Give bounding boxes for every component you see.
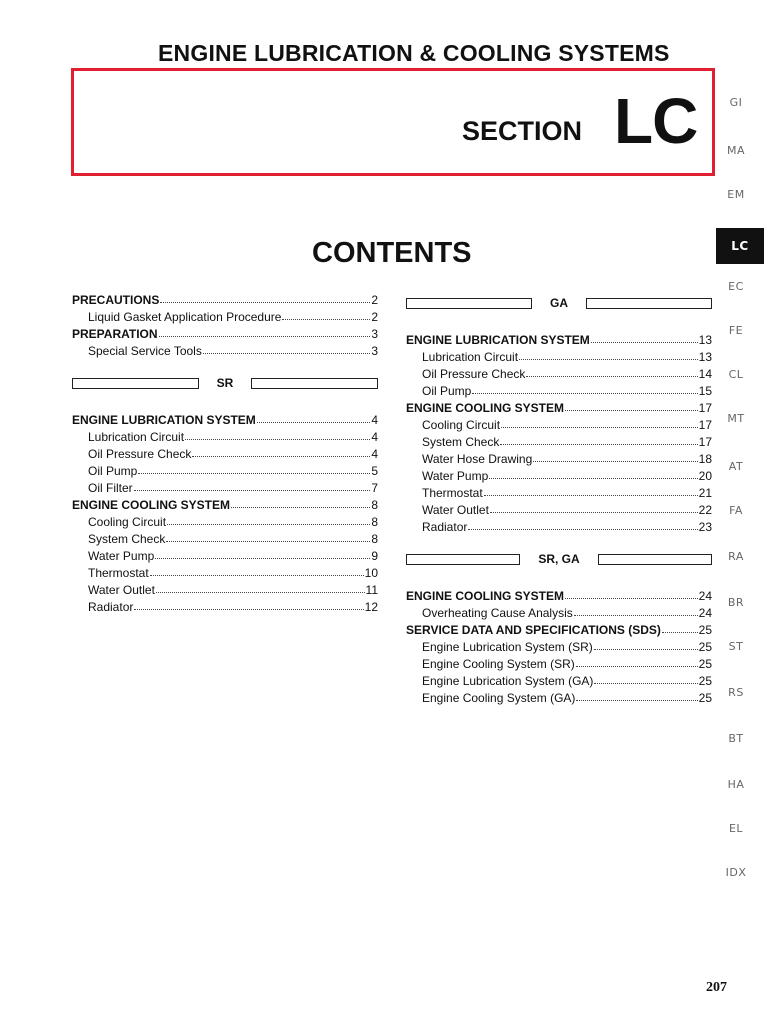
toc-entry-title: System Check <box>422 435 500 449</box>
left-top-entries <box>72 292 378 360</box>
dot-leader <box>282 309 370 320</box>
toc-entry <box>72 326 378 343</box>
dot-leader <box>138 463 370 474</box>
toc-entry-title: Water Pump <box>422 469 489 483</box>
dot-leader <box>185 429 370 440</box>
toc-entry <box>406 451 712 468</box>
dot-leader <box>166 531 370 542</box>
toc-entry-title: Water Outlet <box>88 583 155 597</box>
dot-leader <box>134 480 371 491</box>
page-number: 207 <box>706 980 727 995</box>
dot-leader <box>155 548 370 559</box>
toc-entry <box>72 582 378 599</box>
toc-entry <box>406 690 712 707</box>
toc-entry-page: 8 <box>371 498 378 512</box>
toc-entry <box>406 519 712 536</box>
divider-bar-left <box>406 298 532 309</box>
section-label: SECTION <box>462 116 583 146</box>
toc-entry-title: Cooling Circuit <box>88 515 167 529</box>
toc-entry-page: 3 <box>371 327 378 341</box>
toc-entry-title: Oil Filter <box>88 481 133 495</box>
divider-label: SR, GA <box>538 552 580 566</box>
toc-entry-title: SERVICE DATA AND SPECIFICATIONS (SDS) <box>406 623 661 637</box>
toc-entry <box>406 366 712 383</box>
toc-entry-page: 12 <box>364 600 378 614</box>
toc-entry-title: Lubrication Circuit <box>88 430 185 444</box>
toc-entry <box>72 599 378 616</box>
toc-entry <box>72 480 378 497</box>
divider-bar-right <box>251 378 378 389</box>
toc-entry-title: System Check <box>88 532 166 546</box>
toc-entry-title: Radiator <box>88 600 134 614</box>
toc-entry-page: 20 <box>698 469 712 483</box>
toc-entry-page: 7 <box>371 481 378 495</box>
right-ga-entries <box>406 332 712 536</box>
toc-entry <box>406 383 712 400</box>
toc-entry <box>406 434 712 451</box>
toc-entry-title: ENGINE LUBRICATION SYSTEM <box>72 413 256 427</box>
right-sr-ga-entries <box>406 588 712 707</box>
toc-entry-title: Thermostat <box>422 486 483 500</box>
toc-entry-page: 14 <box>698 367 712 381</box>
dot-leader <box>533 451 697 462</box>
toc-entry-title: Oil Pump <box>88 464 138 478</box>
toc-entry-title: ENGINE COOLING SYSTEM <box>406 589 565 603</box>
dot-leader <box>159 326 371 337</box>
contents-left-column <box>72 292 378 616</box>
toc-entry <box>406 622 712 639</box>
dot-leader <box>468 519 697 530</box>
toc-entry-title: ENGINE LUBRICATION SYSTEM <box>406 333 590 347</box>
dot-leader <box>526 366 697 377</box>
dot-leader <box>134 599 363 610</box>
toc-entry <box>72 412 378 429</box>
toc-entry-page: 24 <box>698 589 712 603</box>
toc-entry <box>72 343 378 360</box>
toc-entry-page: 23 <box>698 520 712 534</box>
index-tab-br[interactable]: BR <box>727 596 745 609</box>
index-tab-st[interactable]: ST <box>728 640 744 653</box>
dot-leader <box>257 412 371 423</box>
toc-entry-title: Water Pump <box>88 549 155 563</box>
toc-entry-title: Oil Pressure Check <box>422 367 526 381</box>
toc-entry <box>406 332 712 349</box>
toc-entry <box>406 485 712 502</box>
toc-entry-page: 25 <box>698 623 712 637</box>
dot-leader <box>662 622 698 633</box>
index-tab-fa[interactable]: FA <box>729 504 743 517</box>
dot-leader <box>565 400 698 411</box>
toc-entry-title: Liquid Gasket Application Procedure <box>88 310 282 324</box>
toc-entry-page: 25 <box>698 640 712 654</box>
toc-entry-page: 17 <box>698 401 712 415</box>
toc-entry-page: 9 <box>371 549 378 563</box>
toc-entry <box>406 656 712 673</box>
toc-entry <box>72 531 378 548</box>
toc-entry-page: 13 <box>698 333 712 347</box>
dot-leader <box>501 417 698 428</box>
toc-entry-page: 15 <box>698 384 712 398</box>
index-tab-ec[interactable]: EC <box>728 280 744 293</box>
engine-divider-sr <box>72 374 378 392</box>
index-tab-el[interactable]: EL <box>728 822 744 835</box>
index-tab-cl[interactable]: CL <box>728 368 744 381</box>
toc-entry-title: Oil Pump <box>422 384 472 398</box>
toc-entry-page: 2 <box>371 310 378 324</box>
toc-entry <box>406 639 712 656</box>
dot-leader <box>576 690 697 701</box>
index-tab-bt[interactable]: BT <box>728 732 744 745</box>
toc-entry <box>72 565 378 582</box>
toc-entry-page: 21 <box>698 486 712 500</box>
toc-entry <box>72 429 378 446</box>
index-tab-lc[interactable]: LC <box>716 228 764 264</box>
toc-entry-page: 5 <box>371 464 378 478</box>
toc-entry <box>406 502 712 519</box>
toc-entry-title: Special Service Tools <box>88 344 202 358</box>
toc-entry <box>72 446 378 463</box>
dot-leader <box>500 434 697 445</box>
dot-leader <box>472 383 697 394</box>
toc-entry <box>406 400 712 417</box>
toc-entry <box>406 417 712 434</box>
toc-entry-page: 18 <box>698 452 712 466</box>
toc-entry-page: 4 <box>371 447 378 461</box>
toc-entry-page: 2 <box>371 293 378 307</box>
toc-entry <box>72 292 378 309</box>
dot-leader <box>574 605 698 616</box>
dot-leader <box>490 502 698 513</box>
index-tab-em[interactable]: EM <box>727 188 745 201</box>
toc-entry <box>72 514 378 531</box>
toc-entry-page: 17 <box>698 435 712 449</box>
toc-entry <box>406 468 712 485</box>
dot-leader <box>156 582 365 593</box>
divider-bar-left <box>72 378 199 389</box>
toc-entry <box>72 497 378 514</box>
engine-divider-ga <box>406 294 712 312</box>
section-code: LC <box>614 85 698 157</box>
toc-entry <box>406 349 712 366</box>
dot-leader <box>576 656 698 667</box>
dot-leader <box>565 588 698 599</box>
contents-heading: CONTENTS <box>312 237 472 269</box>
divider-label: SR <box>216 376 234 390</box>
toc-entry-page: 8 <box>371 532 378 546</box>
toc-entry-title: Engine Cooling System (SR) <box>422 657 575 671</box>
index-tab-fe[interactable]: FE <box>728 324 744 337</box>
toc-entry <box>406 588 712 605</box>
toc-entry <box>406 673 712 690</box>
divider-bar-right <box>586 298 712 309</box>
index-tab-at[interactable]: AT <box>728 460 744 473</box>
toc-entry-page: 11 <box>365 583 378 597</box>
index-tab-gi[interactable]: GI <box>729 96 743 109</box>
index-tab-idx[interactable]: IDX <box>725 866 747 879</box>
index-tab-mt[interactable]: MT <box>727 412 745 425</box>
toc-entry-title: PRECAUTIONS <box>72 293 160 307</box>
toc-entry <box>406 605 712 622</box>
dot-leader <box>167 514 370 525</box>
toc-entry-title: Engine Cooling System (GA) <box>422 691 576 705</box>
toc-entry-page: 8 <box>371 515 378 529</box>
index-tab-ra[interactable]: RA <box>728 550 744 563</box>
toc-entry-page: 3 <box>371 344 378 358</box>
dot-leader <box>150 565 364 576</box>
toc-entry-title: Radiator <box>422 520 468 534</box>
dot-leader <box>519 349 698 360</box>
dot-leader <box>160 292 370 303</box>
toc-entry-title: ENGINE COOLING SYSTEM <box>406 401 565 415</box>
toc-entry-page: 25 <box>698 674 712 688</box>
divider-bar-left <box>406 554 520 565</box>
dot-leader <box>231 497 370 508</box>
toc-entry-title: Oil Pressure Check <box>88 447 192 461</box>
toc-entry-title: Thermostat <box>88 566 149 580</box>
engine-divider-sr-ga <box>406 550 712 568</box>
divider-bar-right <box>598 554 712 565</box>
toc-entry-page: 22 <box>698 503 712 517</box>
toc-entry-title: Water Outlet <box>422 503 489 517</box>
dot-leader <box>192 446 370 457</box>
dot-leader <box>203 343 370 354</box>
toc-entry-title: Engine Lubrication System (SR) <box>422 640 593 654</box>
toc-entry <box>72 548 378 565</box>
dot-leader <box>484 485 698 496</box>
toc-entry-page: 25 <box>698 657 712 671</box>
toc-entry-page: 10 <box>364 566 378 580</box>
index-tab-ma[interactable]: MA <box>726 144 745 157</box>
manual-header-title: ENGINE LUBRICATION & COOLING SYSTEMS <box>158 40 670 66</box>
contents-right-column <box>406 292 712 707</box>
dot-leader <box>594 639 698 650</box>
index-tab-rs[interactable]: RS <box>728 686 744 699</box>
toc-entry-title: Engine Lubrication System (GA) <box>422 674 594 688</box>
dot-leader <box>591 332 698 343</box>
dot-leader <box>489 468 697 479</box>
toc-entry-page: 24 <box>698 606 712 620</box>
toc-entry-page: 25 <box>698 691 712 705</box>
index-tab-ha[interactable]: HA <box>727 778 745 791</box>
toc-entry <box>72 309 378 326</box>
dot-leader <box>594 673 697 684</box>
toc-entry-page: 4 <box>371 413 378 427</box>
toc-entry-page: 4 <box>371 430 378 444</box>
toc-entry-title: Cooling Circuit <box>422 418 501 432</box>
toc-entry-page: 17 <box>698 418 712 432</box>
divider-label: GA <box>550 296 568 310</box>
toc-entry-title: Water Hose Drawing <box>422 452 533 466</box>
left-sr-entries <box>72 412 378 616</box>
toc-entry-title: ENGINE COOLING SYSTEM <box>72 498 231 512</box>
toc-entry <box>72 463 378 480</box>
toc-entry-title: Overheating Cause Analysis <box>422 606 573 620</box>
toc-entry-title: PREPARATION <box>72 327 158 341</box>
toc-entry-page: 13 <box>698 350 712 364</box>
toc-entry-title: Lubrication Circuit <box>422 350 519 364</box>
